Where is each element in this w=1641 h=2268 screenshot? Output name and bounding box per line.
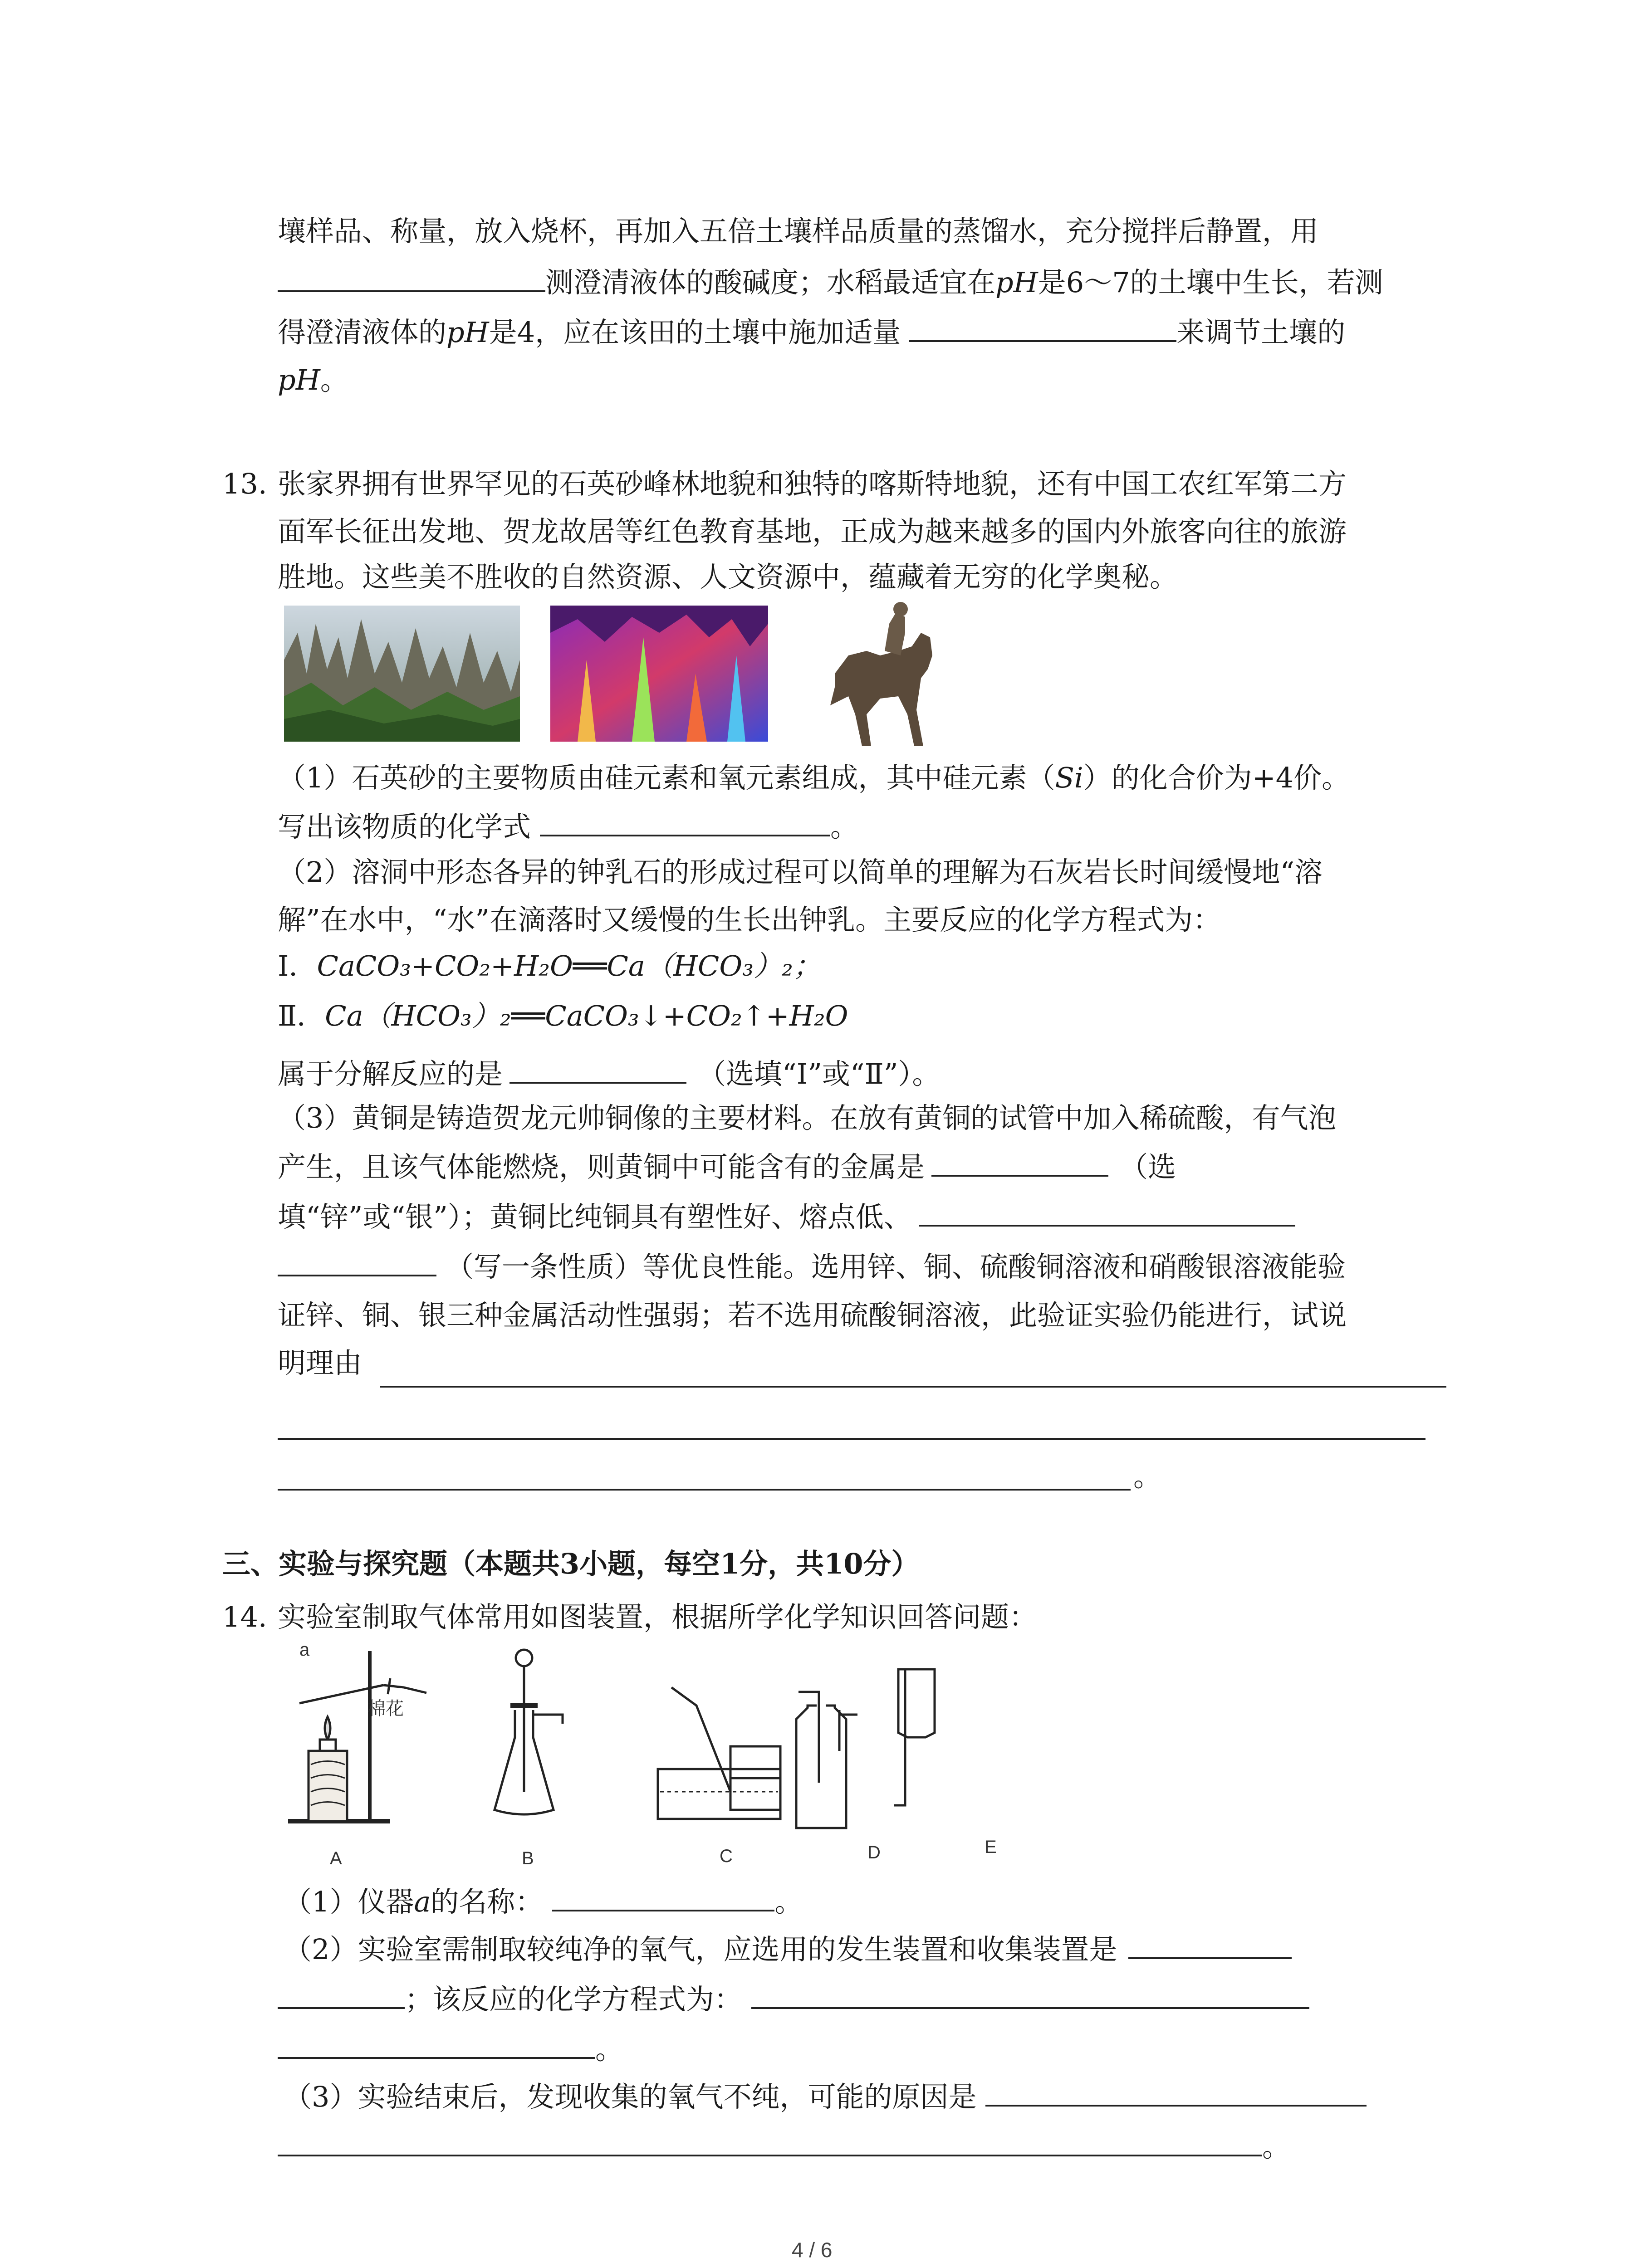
apparatus-answer-blank-cont[interactable]: [278, 1980, 405, 2009]
q13-end-period: 。: [1133, 1460, 1162, 1493]
figure-label-a: a: [299, 1640, 310, 1660]
ph-var: pH: [446, 316, 489, 349]
figure-label-E: E: [985, 1837, 997, 1857]
q13-line3: 胜地。这些美不胜收的自然资源、人文资源中，蕴藏着无穷的化学奥秘。: [278, 560, 1178, 593]
equation-answer-blank-cont[interactable]: [278, 2030, 595, 2059]
equation-1: [278, 948, 821, 984]
q13-p1-line2: [278, 807, 858, 845]
he-long-bronze-statue-photo: [817, 596, 957, 751]
q14-p2-line3: [278, 2030, 623, 2068]
text: 测澄清液体的酸碱度；水稻最适宜在: [545, 266, 996, 299]
eq-text: CaCO₃+CO₂+H₂O══Ca（HCO₃）₂；: [317, 949, 821, 982]
q13-p3-line2: [278, 1148, 1176, 1185]
text: （2）实验室需制取较纯净的氧气，应选用的发生装置和收集装置是: [284, 1933, 1117, 1966]
eq-label: Ⅱ．: [278, 999, 325, 1032]
q13-p2-line2: 解”在水中，“水”在滴落时又缓慢的生长出钟乳。主要反应的化学方程式为：: [278, 903, 1221, 936]
text: 。: [595, 2033, 624, 2066]
text: 的名称：: [431, 1885, 544, 1918]
text: 来调节土壤的: [1176, 316, 1346, 349]
property-answer-blank[interactable]: [919, 1198, 1295, 1227]
q14-p3-line1: [284, 2077, 1367, 2115]
text: （3）实验结束后，发现收集的氧气不纯，可能的原因是: [284, 2080, 977, 2113]
text: 。: [774, 1885, 803, 1918]
metal-answer-blank[interactable]: [931, 1148, 1108, 1177]
figure-label-C: C: [720, 1846, 733, 1866]
text: ；该反应的化学方程式为：: [405, 1983, 743, 2016]
property-answer-blank-cont[interactable]: [278, 1247, 436, 1276]
text: ）的化合价为+4价。: [1083, 761, 1350, 794]
section-3-title: 三、实验与探究题（本题共3小题，每空1分，共10分）: [222, 1547, 920, 1580]
text: 明理由: [278, 1346, 362, 1379]
si-var: Si: [1055, 761, 1083, 794]
text: （1）仪器: [284, 1885, 414, 1918]
text: 。: [320, 363, 348, 396]
q13-p3-line6: [278, 1345, 362, 1381]
q14-number: 14.: [222, 1600, 267, 1633]
q12-line3: [278, 313, 1345, 351]
q13-number: 13.: [222, 467, 267, 500]
q14-p3-line2: [278, 2127, 1290, 2165]
q13-p1-line1: [278, 760, 1350, 796]
q13-p3-line5: 证锌、铜、银三种金属活动性强弱；若不选用硫酸铜溶液，此验证实验仍能进行，试说: [278, 1299, 1347, 1332]
a-var: a: [414, 1885, 431, 1918]
ph-var: pH: [995, 266, 1038, 299]
text: 写出该物质的化学式: [278, 810, 531, 843]
text: （选: [1120, 1150, 1176, 1183]
q13-p3-line4: [278, 1247, 1346, 1285]
equation-2: [278, 998, 848, 1034]
figure-label-A: A: [330, 1848, 342, 1868]
eq-text: Ca（HCO₃）₂══CaCO₃↓+CO₂↑+H₂O: [325, 999, 848, 1032]
formula-answer-blank[interactable]: [540, 807, 830, 836]
text: 是4，应在该田的土壤中施加适量: [489, 316, 901, 349]
ph-var: pH: [278, 363, 320, 396]
q13-p2-line1: （2）溶洞中形态各异的钟乳石的形成过程可以简单的理解为石灰岩长时间缓慢地“溶: [278, 855, 1323, 889]
text: （写一条性质）等优良性能。选用锌、铜、硫酸铜溶液和硝酸银溶液能验: [446, 1250, 1346, 1283]
q13-p3-line1: （3）黄铜是铸造贺龙元帅铜像的主要材料。在放有黄铜的试管中加入稀硫酸，有气泡: [278, 1101, 1337, 1134]
q12-line4: [278, 362, 348, 398]
q12-line1: 壤样品、称量，放入烧杯，再加入五倍土壤样品质量的蒸馏水，充分搅拌后静置，用: [278, 215, 1319, 248]
answer-blank[interactable]: [509, 1055, 686, 1084]
figure-label-B: B: [522, 1848, 534, 1868]
stone-forest-photo: [284, 606, 520, 742]
q14-p2-line2: [278, 1980, 1309, 2018]
figure-label-D: D: [867, 1843, 881, 1862]
page-number: 4 / 6: [792, 2238, 833, 2262]
q13-line1: 张家界拥有世界罕见的石英砂峰林地貌和独特的喀斯特地貌，还有中国工农红军第二方: [278, 467, 1347, 500]
text: 是6～7的土壤中生长，若测: [1038, 266, 1383, 299]
reason-answer-line-1[interactable]: [380, 1386, 1446, 1388]
text: 。: [1262, 2130, 1291, 2163]
figure-label-cotton: 棉花: [367, 1699, 404, 1719]
answer-blank[interactable]: [278, 263, 545, 292]
text: 属于分解反应的是: [278, 1057, 503, 1090]
reason-answer-line-3[interactable]: [278, 1489, 1131, 1491]
reason-answer-line-2[interactable]: [278, 1438, 1425, 1440]
q13-p2-line3: [278, 1055, 940, 1092]
lab-apparatus-figure: [272, 1642, 1053, 1846]
text: 填“锌”或“银”）；黄铜比纯铜具有塑性好、熔点低、: [278, 1200, 912, 1233]
q14-p2-line1: [284, 1930, 1292, 1968]
equation-answer-blank[interactable]: [751, 1980, 1309, 2009]
text: 得澄清液体的: [278, 316, 447, 349]
apparatus-answer-blank[interactable]: [1128, 1930, 1292, 1959]
eq-label: Ⅰ．: [278, 949, 317, 982]
q12-line2: [278, 263, 1383, 301]
instrument-name-blank[interactable]: [552, 1882, 774, 1911]
karst-cave-photo: [550, 606, 768, 742]
text: 。: [830, 810, 859, 843]
q13-line2: 面军长征出发地、贺龙故居等红色教育基地，正成为越来越多的国内外旅客向往的旅游: [278, 515, 1347, 548]
text: （选填“Ⅰ”或“Ⅱ”）。: [698, 1057, 941, 1090]
reason-answer-blank-cont[interactable]: [278, 2127, 1262, 2156]
reason-answer-blank[interactable]: [985, 2077, 1367, 2107]
answer-blank[interactable]: [909, 313, 1176, 342]
q13-p3-line3: [278, 1198, 1295, 1235]
q14-p1: [284, 1882, 803, 1920]
text: （1）石英砂的主要物质由硅元素和氧元素组成，其中硅元素（: [278, 761, 1055, 794]
text: 产生，且该气体能燃烧，则黄铜中可能含有的金属是: [278, 1150, 925, 1183]
q14-line1: 实验室制取气体常用如图装置，根据所学化学知识回答问题：: [278, 1600, 1038, 1633]
